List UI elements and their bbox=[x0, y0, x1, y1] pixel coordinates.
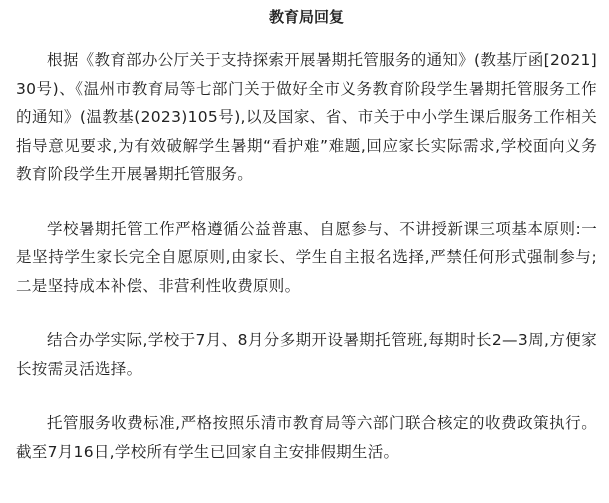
paragraph-schedule: 结合办学实际,学校于7月、8月分多期开设暑期托管班,每期时长2—3周,方便家长按需灵活选择。 bbox=[16, 331, 597, 378]
document-title: 教育局回复 bbox=[268, 8, 344, 26]
paragraph-policy-basis: 根据《教育部办公厅关于支持探索开展暑期托管服务的通知》(教基厅函[2021] 30号)、《温州市教育局等七部门关于做好全市义务教育阶段学生暑期托管服务工作的通知》(温教基(2023)105号),以及国家、省、市关于中小学生课后服务工作相关指导意见要求,为有效破解学生暑期“看护难”难题,回应家长实际需求,学校面向义务教育阶段学生开展暑期托管服务。 bbox=[16, 51, 597, 183]
paragraph-fees: 托管服务收费标准,严格按照乐清市教育局等六部门联合核定的收费政策执行。截至7月16日,学校所有学生已回家自主安排假期生活。 bbox=[16, 414, 597, 461]
paragraph-principles: 学校暑期托管工作严格遵循公益普惠、自愿参与、不讲授新课三项基本原则:一是坚持学生家长完全自愿原则,由家长、学生自主报名选择,严禁任何形式强制参与;二是坚持成本补偿、非营利性收费原则。 bbox=[16, 219, 597, 295]
